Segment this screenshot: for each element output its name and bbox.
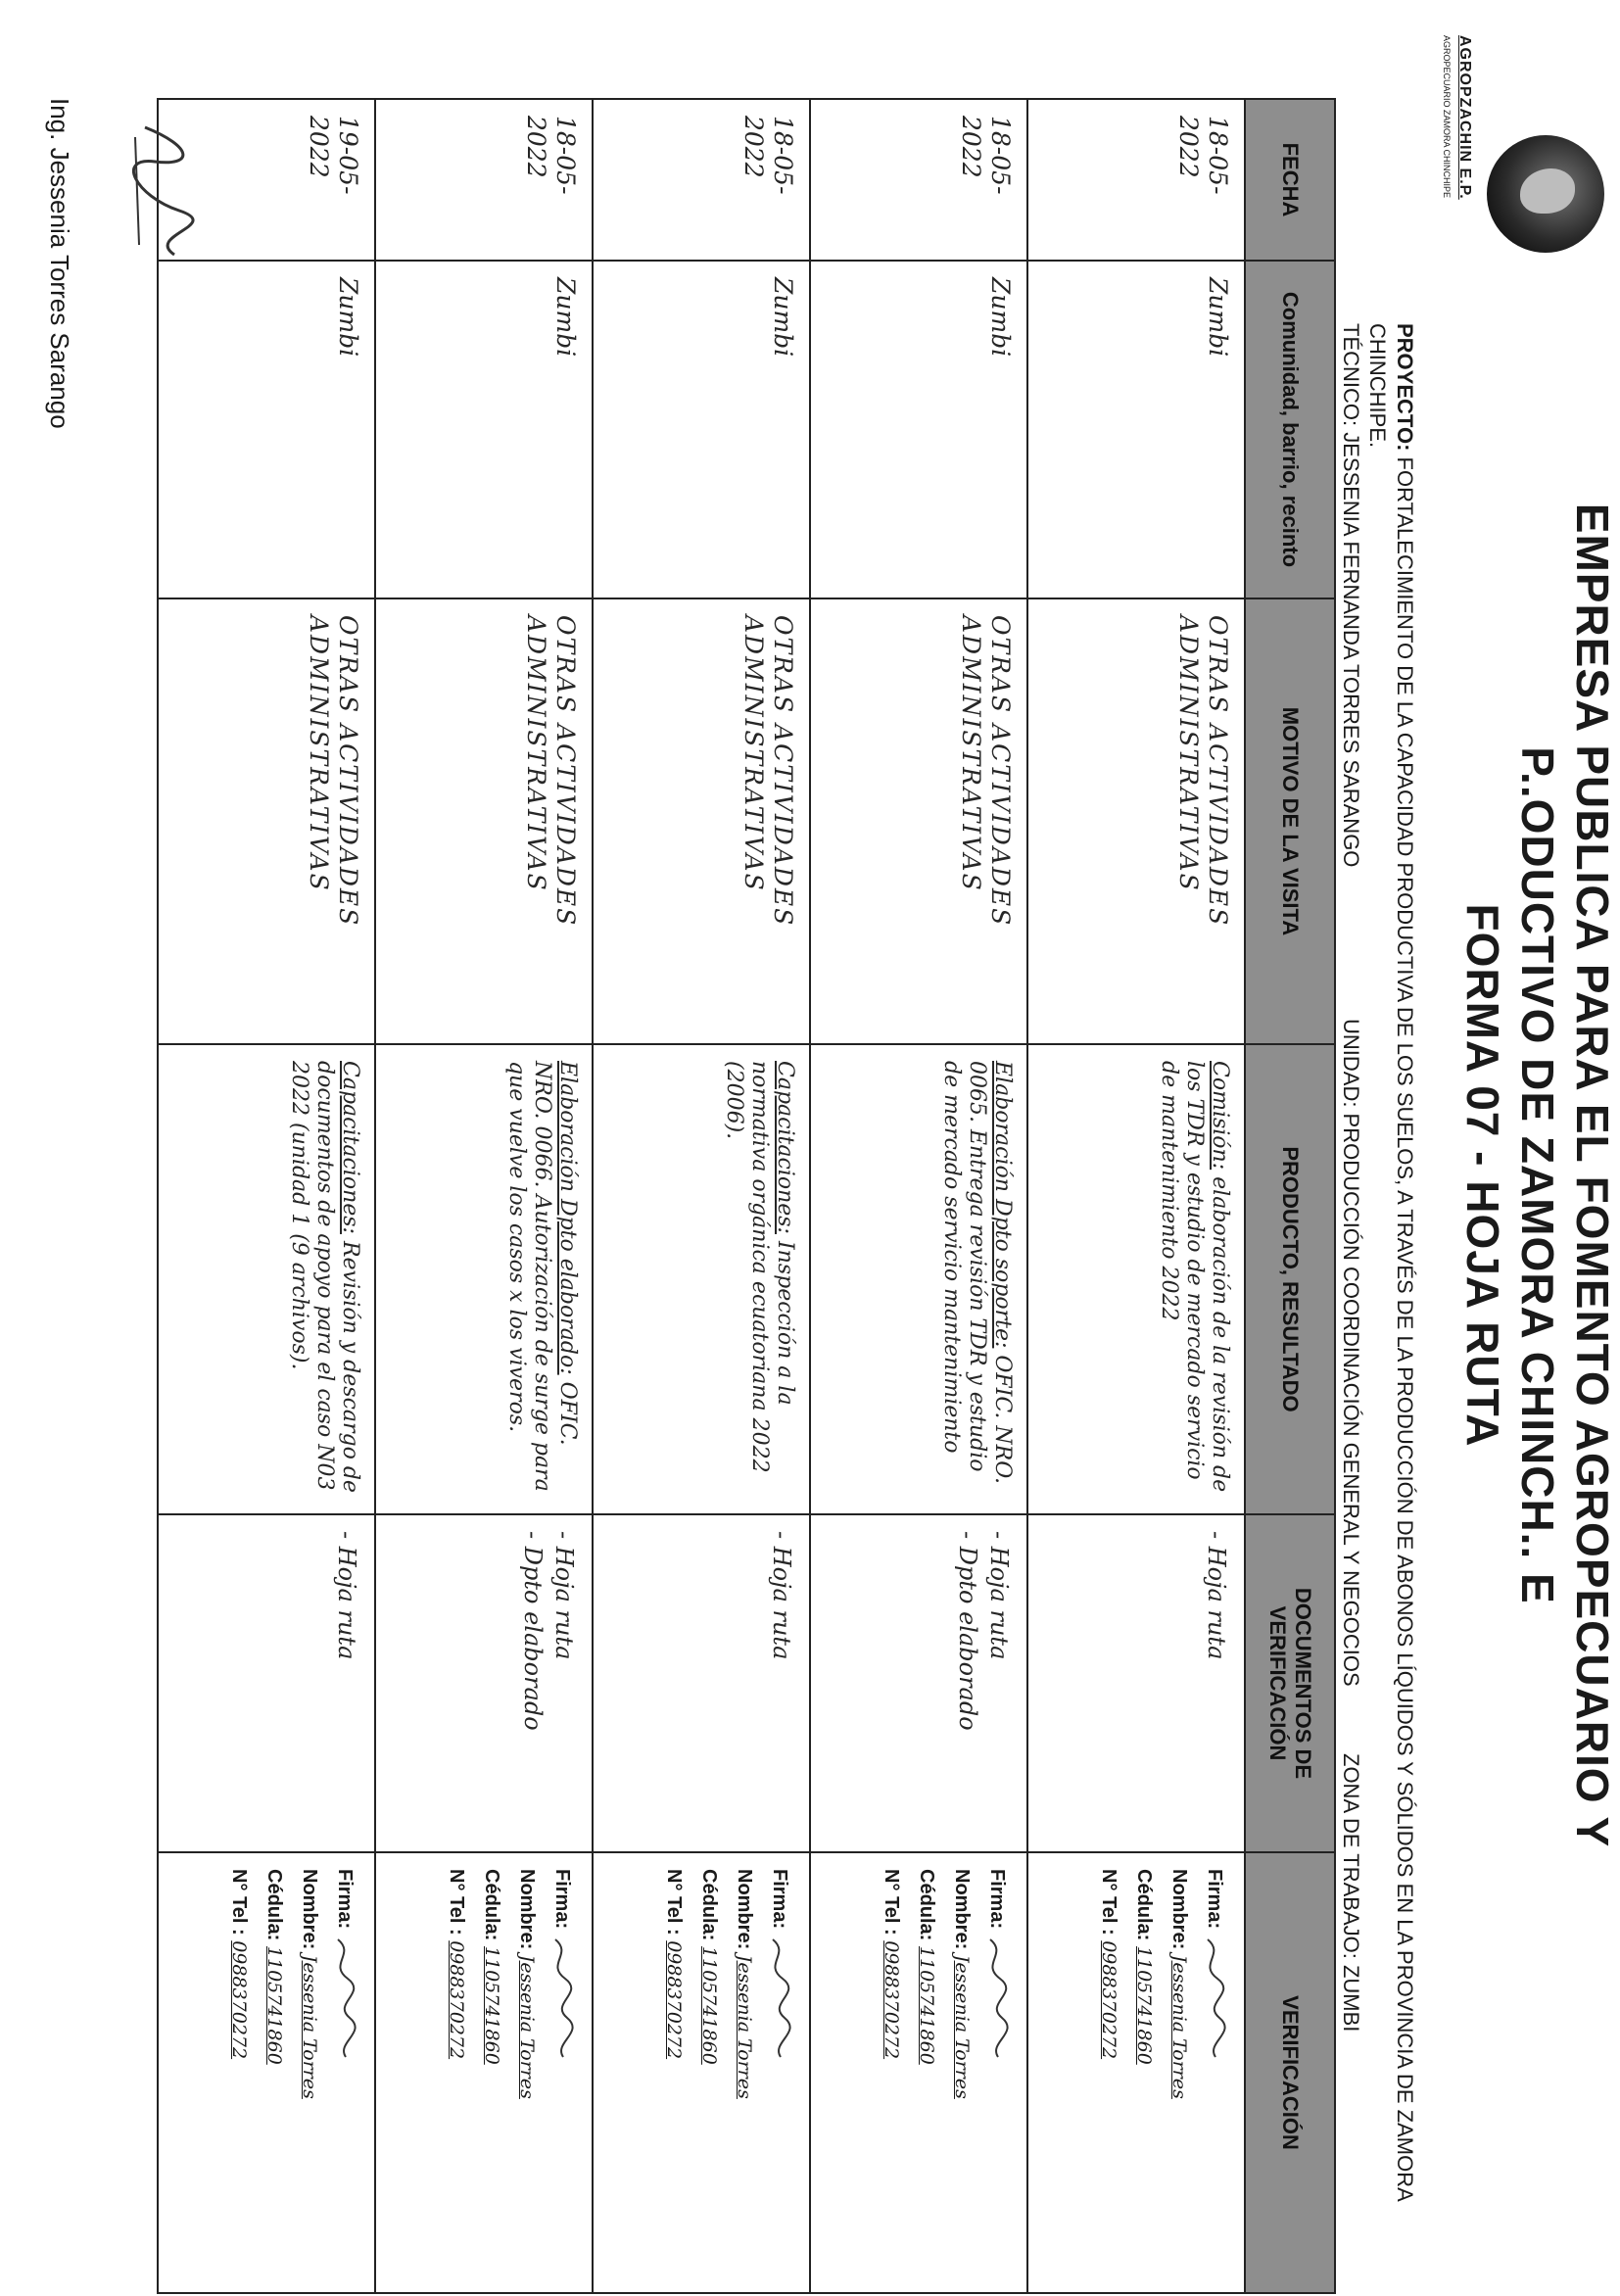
tel-value: 0988370272 [446, 1940, 467, 2060]
firma-label: Firma: [1204, 1869, 1225, 1930]
documentos-value: - Hoja ruta [768, 1531, 795, 1660]
column-header-fecha: FECHA [1245, 99, 1335, 261]
title-line: FORMA 07 - HOJA RUTA [1457, 903, 1508, 1448]
producto-title: Elaboración Dpto elaborado: [555, 1061, 580, 1375]
documentos-cell [593, 1514, 810, 1852]
comunidad-value: Zumbi [551, 277, 580, 358]
tel-label: N° Tel : [1098, 1869, 1120, 1936]
title-line: EMPRESA PUBLICA PARA EL FOMENTO AGROPECUARIO Y [1567, 502, 1618, 1848]
fecha-cell [1027, 99, 1245, 261]
column-header-documentos: DOCUMENTOS DE VERIFICACIÓN [1245, 1514, 1335, 1852]
logo-text: AGROPZACHIN E.P. [1456, 35, 1473, 200]
proyecto-text: FORTALECIMIENTO DE LA CAPACIDAD PRODUCTIVA DE LOS SUELOS, A TRAVÉS DE LA PRODUCCIÓN DE ABONOS LÍQUIDOS Y SÓLIDOS EN LA PROVINCIA DE ZAMORA CHINCHIPE. [1365, 323, 1417, 2201]
producto-title: Comisión: [1208, 1061, 1232, 1171]
zona-line: ZONA DE TRABAJO: ZUMBI [1339, 1753, 1363, 2033]
documentos-cell [158, 1514, 375, 1852]
fecha-value: 18-05-2022 [522, 116, 580, 195]
signature-icon [330, 1935, 357, 2062]
cedula-label: Cédula: [481, 1869, 502, 1941]
comunidad-value: Zumbi [1204, 277, 1232, 358]
route-table [157, 98, 1336, 2294]
motivo-cell [1027, 598, 1245, 1044]
firma-label: Firma: [986, 1869, 1008, 1930]
fecha-cell [810, 99, 1027, 261]
cedula-value: 1105741860 [1133, 1945, 1155, 2065]
documentos-value: - Hoja ruta - Dpto elaborado [954, 1531, 1013, 1731]
comunidad-value: Zumbi [334, 277, 362, 358]
documentos-value: - Hoja ruta [333, 1531, 360, 1660]
producto-title: Elaboración Dpto soporte: [990, 1061, 1015, 1349]
producto-cell [1027, 1044, 1245, 1514]
tel-value: 0988370272 [228, 1940, 250, 2060]
producto-body: OFIC. NRO. 0065. Entrega revisión TDR y estudio de mercado servicio mantenimiento [939, 1061, 1015, 1484]
producto-title: Capacitaciones: [338, 1061, 362, 1234]
proyecto-line [1363, 323, 1418, 2263]
producto-cell [593, 1044, 810, 1514]
comunidad-cell [375, 261, 593, 598]
cedula-value: 1105741860 [916, 1945, 937, 2065]
firma-label: Firma: [551, 1869, 573, 1930]
cedula-label: Cédula: [1133, 1869, 1155, 1941]
producto-body: OFIC. NRO. 0066. Autorización de surge para que vuelve los casos x los viveros. [504, 1061, 580, 1492]
producto-title: Capacitaciones: [773, 1061, 797, 1234]
nombre-value: Jessenia Torres [299, 1954, 320, 2099]
producto-body: Revisión y descargo de documentos de apoyo para el caso N03 2022 (unidad 1 (9 archivos). [287, 1061, 362, 1493]
logo-subtext: AGROPECUARIO ZAMORA CHINCHIPE [1442, 35, 1452, 199]
table-header-row [1245, 99, 1335, 2293]
signature-icon [982, 1935, 1010, 2062]
tel-value: 0988370272 [881, 1940, 902, 2060]
nombre-label: Nombre: [299, 1869, 320, 1950]
table-row [158, 99, 375, 2293]
fecha-value: 18-05-2022 [1174, 116, 1232, 195]
tel-value: 0988370272 [1098, 1940, 1120, 2060]
documentos-cell [375, 1514, 593, 1852]
column-header-motivo: MOTIVO DE LA VISITA [1245, 598, 1335, 1044]
cedula-value: 1105741860 [481, 1945, 502, 2065]
motivo-value: OTRAS ACTIVIDADES ADMINISTRATIVAS [739, 615, 797, 928]
cedula-label: Cédula: [916, 1869, 937, 1941]
verificacion-cell [810, 1852, 1027, 2293]
table-row [810, 99, 1027, 2293]
cedula-value: 1105741860 [698, 1945, 720, 2065]
motivo-value: OTRAS ACTIVIDADES ADMINISTRATIVAS [957, 615, 1015, 928]
nombre-label: Nombre: [734, 1869, 755, 1950]
nombre-value: Jessenia Torres [951, 1954, 973, 2099]
fecha-cell [375, 99, 593, 261]
signature-icon [548, 1935, 575, 2062]
cedula-value: 1105741860 [263, 1945, 285, 2065]
tel-label: N° Tel : [446, 1869, 467, 1936]
comunidad-cell [593, 261, 810, 598]
verificacion-cell [375, 1852, 593, 2293]
documentos-value: - Hoja ruta - Dpto elaborado [519, 1531, 578, 1731]
form-title [1455, 490, 1620, 1861]
documentos-cell [810, 1514, 1027, 1852]
verificacion-cell [593, 1852, 810, 2293]
footer-signature-icon [125, 118, 204, 264]
signature-icon [1200, 1935, 1227, 2062]
motivo-cell [810, 598, 1027, 1044]
documentos-value: - Hoja ruta [1203, 1531, 1230, 1660]
producto-cell [375, 1044, 593, 1514]
table-row [593, 99, 810, 2293]
nombre-label: Nombre: [951, 1869, 973, 1950]
producto-cell [810, 1044, 1027, 1514]
title-line: P..ODUCTIVO DE ZAMORA CHINCH.. E [1512, 746, 1563, 1604]
signature-icon [765, 1935, 792, 2062]
producto-body: elaboración de la revisión de los TDR y estudio de mercado servicio de mantenimiento 2022 [1157, 1061, 1232, 1493]
fecha-value: 18-05-2022 [957, 116, 1015, 195]
nombre-value: Jessenia Torres [516, 1954, 538, 2099]
motivo-value: OTRAS ACTIVIDADES ADMINISTRATIVAS [305, 615, 362, 928]
comunidad-cell [158, 261, 375, 598]
nombre-value: Jessenia Torres [1168, 1954, 1190, 2099]
verificacion-cell [158, 1852, 375, 2293]
fecha-cell [593, 99, 810, 261]
footer-name: Ing. Jessenia Torres Sarango [45, 98, 74, 429]
table-row [1027, 99, 1245, 2293]
table-row [375, 99, 593, 2293]
comunidad-cell [1027, 261, 1245, 598]
org-logo [1385, 20, 1610, 255]
tecnico-line: TÉCNICO: JESSENIA FERNANDA TORRES SARANGO [1339, 323, 1363, 868]
fecha-value: 19-05-2022 [305, 116, 362, 195]
tel-label: N° Tel : [663, 1869, 685, 1936]
globe-logo-icon [1487, 135, 1604, 253]
nombre-label: Nombre: [516, 1869, 538, 1950]
comunidad-value: Zumbi [986, 277, 1015, 358]
cedula-label: Cédula: [263, 1869, 285, 1941]
motivo-cell [158, 598, 375, 1044]
comunidad-value: Zumbi [769, 277, 797, 358]
column-header-producto: PRODUCTO, RESULTADO [1245, 1044, 1335, 1514]
producto-body: Inspección a la normativa orgánica ecuatoriana 2022 (2006). [722, 1061, 797, 1473]
producto-cell [158, 1044, 375, 1514]
column-header-comunidad: Comunidad, barrio, recinto [1245, 261, 1335, 598]
tel-label: N° Tel : [228, 1869, 250, 1936]
unidad-line: UNIDAD: PRODUCCIÓN COORDINACIÓN GENERAL Y NEGOCIOS [1339, 1019, 1363, 1687]
motivo-value: OTRAS ACTIVIDADES ADMINISTRATIVAS [522, 615, 580, 928]
nombre-value: Jessenia Torres [734, 1954, 755, 2099]
motivo-value: OTRAS ACTIVIDADES ADMINISTRATIVAS [1174, 615, 1232, 928]
proyecto-label: PROYECTO: [1393, 323, 1417, 452]
motivo-cell [593, 598, 810, 1044]
fecha-value: 18-05-2022 [739, 116, 797, 195]
column-header-verificacion: VERIFICACIÓN [1245, 1852, 1335, 2293]
cedula-label: Cédula: [698, 1869, 720, 1941]
comunidad-cell [810, 261, 1027, 598]
firma-label: Firma: [334, 1869, 356, 1930]
motivo-cell [375, 598, 593, 1044]
tel-label: N° Tel : [881, 1869, 902, 1936]
verificacion-cell [1027, 1852, 1245, 2293]
documentos-cell [1027, 1514, 1245, 1852]
tel-value: 0988370272 [663, 1940, 685, 2060]
nombre-label: Nombre: [1168, 1869, 1190, 1950]
firma-label: Firma: [769, 1869, 790, 1930]
